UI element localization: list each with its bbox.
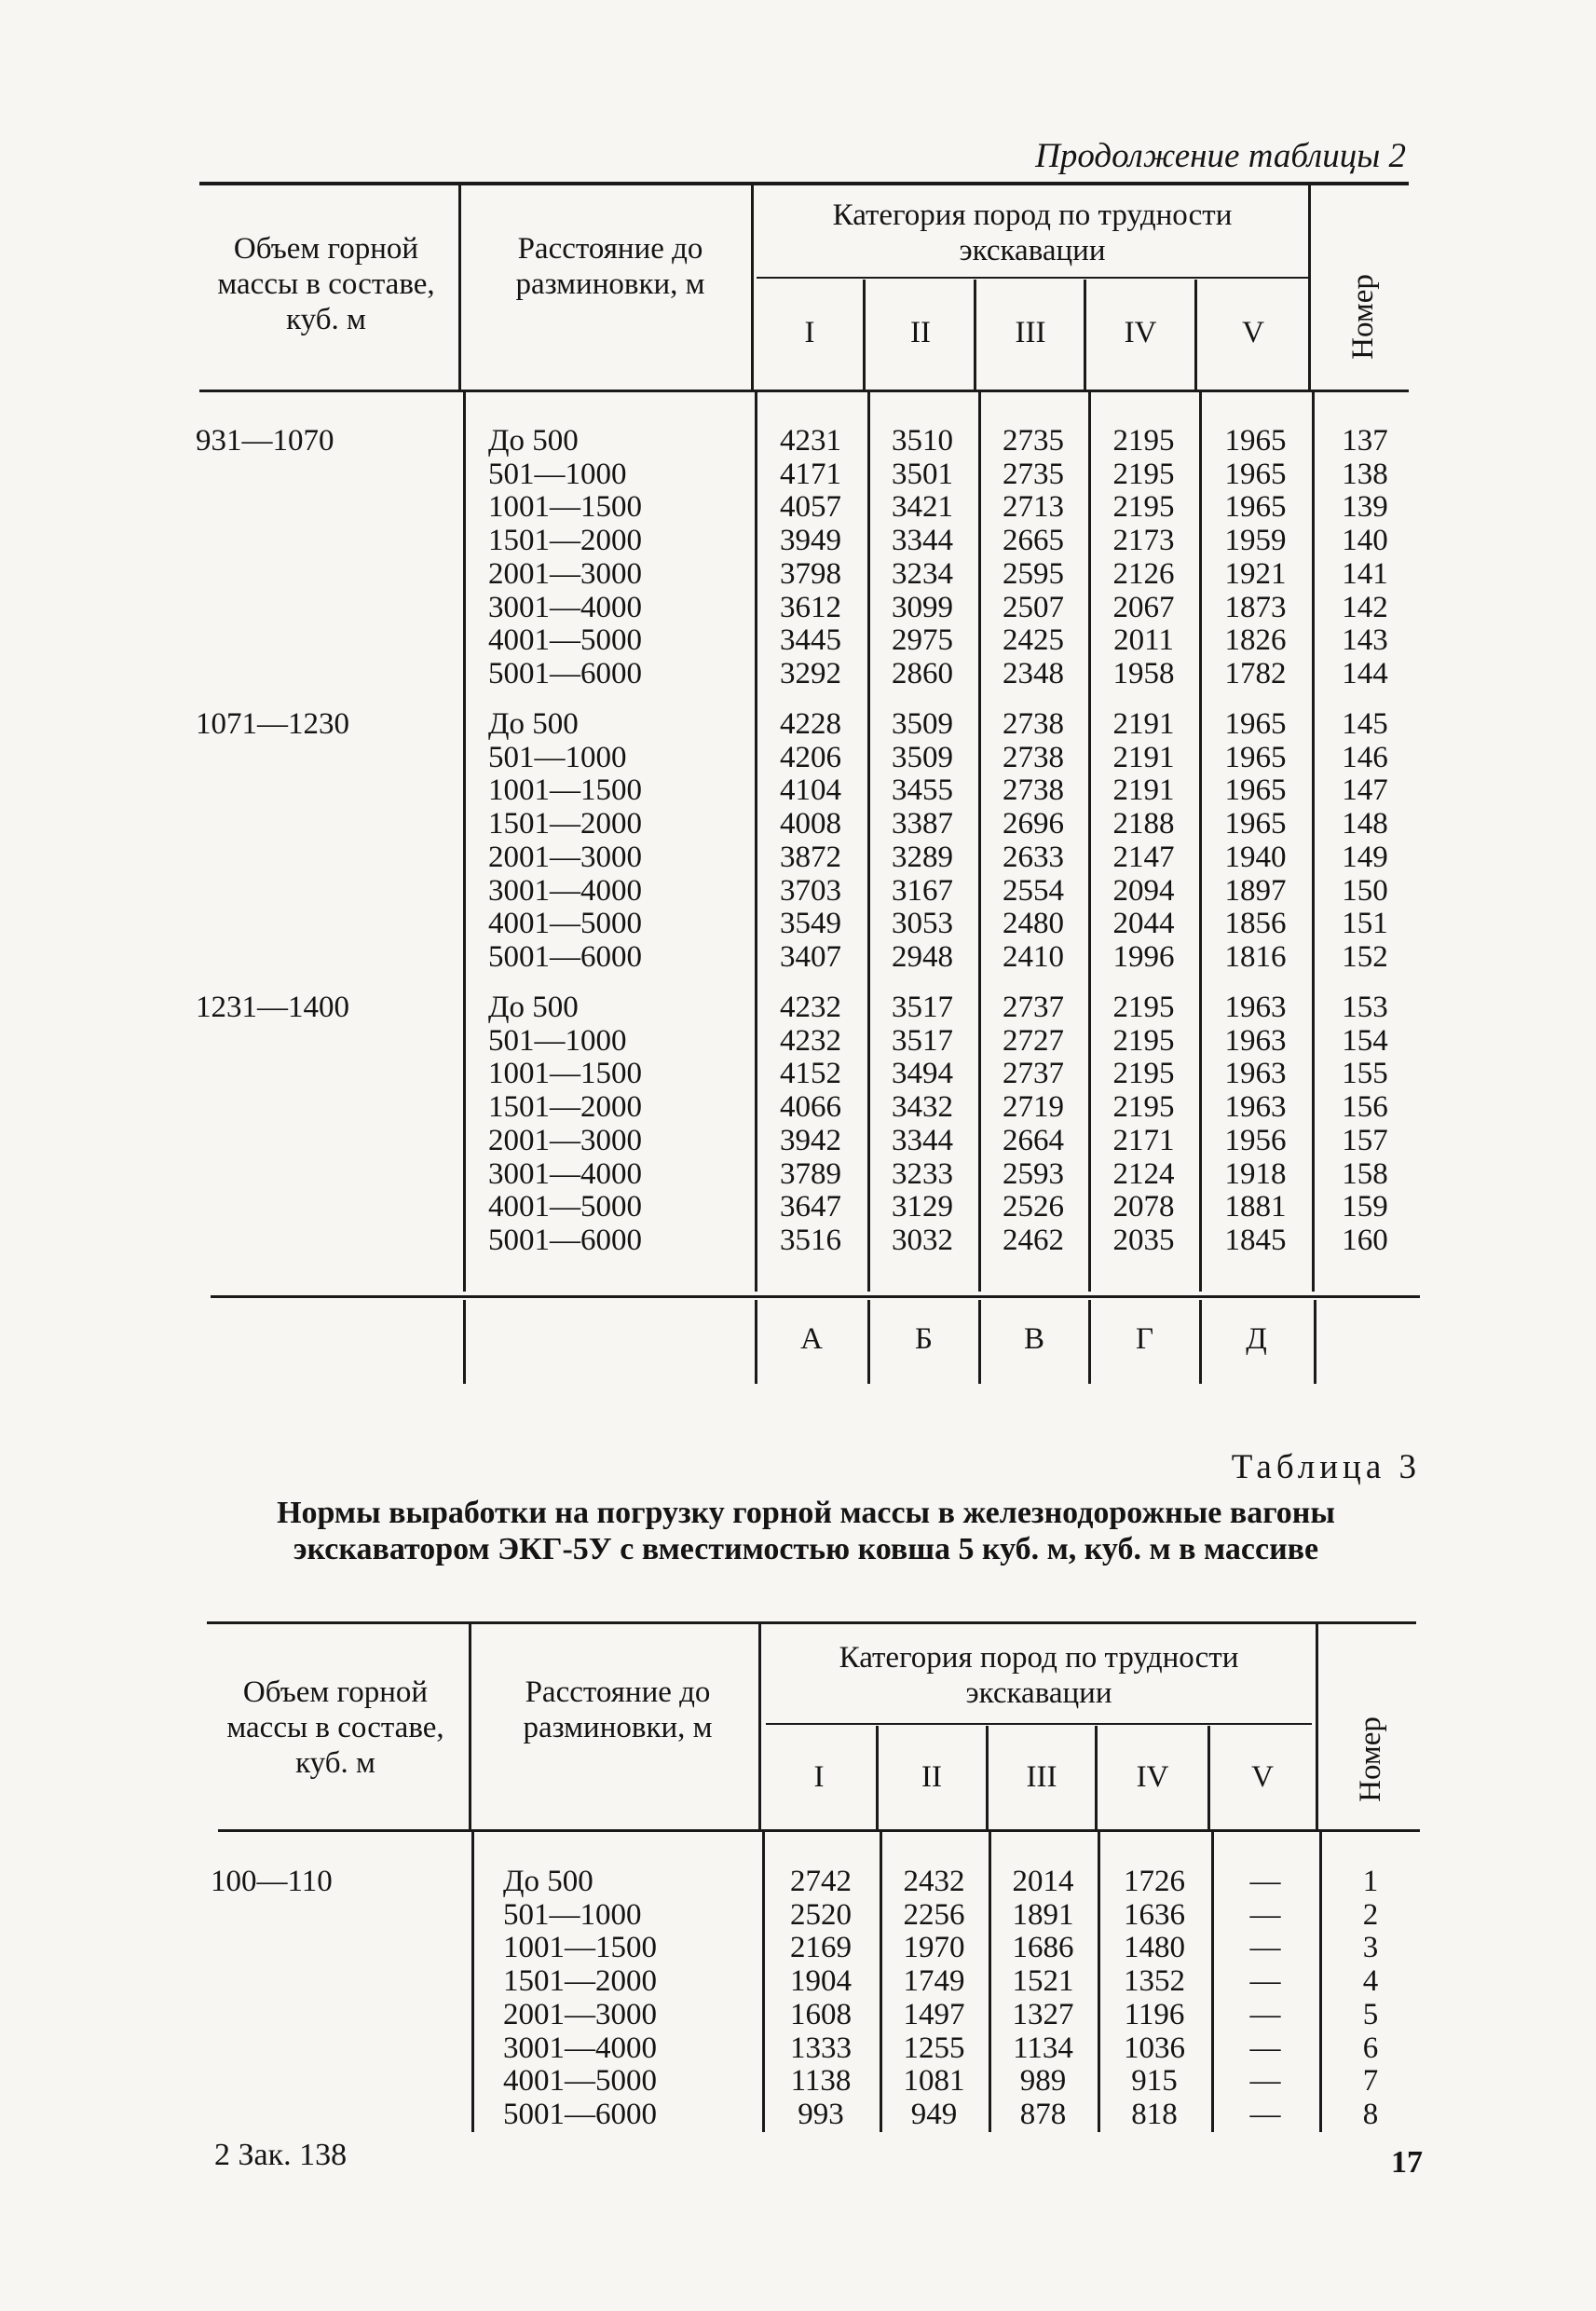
table2-cell-number: 159 [1342,1190,1388,1224]
table2-cell-cat1: 4228 [780,707,841,741]
table2-cell-cat3: 2738 [1003,773,1064,808]
table2-cell-cat1: 3789 [780,1156,841,1191]
table2-cell-cat4: 2191 [1112,740,1175,774]
table3-cell-cat3: 2014 [1012,1865,1074,1898]
table2-cell-number: 155 [1342,1057,1388,1091]
table2-cell-distance: До 500 [488,707,579,741]
table2-cell-cat5: 1965 [1224,807,1287,841]
table2-cell-cat5: 1965 [1224,424,1287,458]
page-number: 17 [1391,2145,1423,2180]
table2-cell-cat1: 4152 [780,1057,841,1091]
table2-cell-distance: До 500 [488,991,579,1024]
table2-cell-number: 147 [1342,773,1388,808]
table2-cell-cat5: 1918 [1224,1156,1287,1191]
table2-vline [463,1300,466,1384]
table3-cell-cat1: 2742 [790,1865,852,1898]
table3-cell-number: 1 [1362,1865,1379,1898]
table2-cell-cat4: 2124 [1112,1156,1175,1191]
table3-cell-cat5: — [1249,1865,1281,1898]
table2-cell-number: 150 [1342,873,1388,908]
table2-cell-cat4: 2078 [1112,1190,1175,1224]
table2-cell-cat2: 3455 [892,773,953,808]
table3-cell-cat1: 1904 [790,1964,852,1999]
table3-cell-cat4: 915 [1131,2064,1178,2099]
table2-cell-cat2: 3129 [892,1190,953,1224]
table3-header-cat-1: I [813,1760,825,1794]
table2-cell-cat4: 2094 [1112,873,1175,908]
table2-cell-cat1: 3872 [780,840,841,874]
table2-vline [1314,1300,1316,1384]
table2-cell-number: 151 [1342,907,1388,941]
table2-cell-distance: 1001—1500 [488,490,642,525]
table2-cell-cat5: 1963 [1224,991,1287,1024]
table2-cell-cat3: 2727 [1003,1023,1064,1058]
table3-cell-cat2: 1497 [903,1997,965,2031]
table2-cell-cat1: 4232 [780,1023,841,1058]
table2-cell-cat2: 3517 [892,1023,953,1058]
table2-cell-cat1: 3647 [780,1190,841,1224]
table2-cell-cat1: 3445 [780,623,841,658]
table3-cell-number: 4 [1362,1964,1379,1999]
table2-cell-distance: 1501—2000 [488,524,642,558]
table2-cell-cat4: 2126 [1112,556,1175,591]
table2-cell-cat4: 2195 [1112,1090,1175,1125]
table3-cell-cat4: 1196 [1124,1997,1185,2031]
table3-cell-cat1: 1608 [790,1997,852,2031]
table3-cell-cat2: 1749 [903,1964,965,1999]
table2-cell-distance: 4001—5000 [488,1190,642,1224]
table2-cell-cat3: 2425 [1003,623,1064,658]
table2-cell-cat1: 4066 [780,1090,841,1125]
table3-cell-cat5: — [1249,1897,1281,1932]
table2-cell-cat2: 2860 [892,656,953,691]
table2-footer-letter: Д [1246,1322,1267,1356]
table2-cell-cat3: 2738 [1003,740,1064,774]
table2-cell-cat5: 1965 [1224,707,1287,741]
table2-cell-cat2: 3501 [892,457,953,491]
table2-cell-cat4: 2171 [1112,1123,1175,1157]
table2-cell-number: 152 [1342,939,1388,974]
table2-header-rule [199,390,1409,392]
table2-cell-distance: 2001—3000 [488,1123,642,1157]
table2-cell-cat3: 2664 [1003,1123,1064,1157]
table2-cell-distance: 5001—6000 [488,656,642,691]
table2-cell-number: 144 [1342,656,1388,691]
table3-header-rule [218,1829,1420,1832]
table3-cell-cat5: — [1249,1964,1281,1999]
table2-cell-cat3: 2737 [1003,1057,1064,1091]
table2-header-cat-4: IV [1124,316,1157,349]
table2-cell-cat1: 4057 [780,490,841,525]
table2-cell-cat3: 2593 [1003,1156,1064,1191]
table2-cell-cat3: 2713 [1003,490,1064,525]
table2-cell-cat2: 3099 [892,590,953,624]
table2-cell-cat5: 1782 [1224,656,1287,691]
table2-cell-cat4: 2195 [1112,457,1175,491]
table2-cell-cat3: 2595 [1003,556,1064,591]
table3-header-cat-5: V [1251,1760,1274,1794]
table3-cell-cat1: 993 [798,2097,844,2131]
table3-cell-distance: 4001—5000 [503,2064,657,2099]
table3-cell-cat2: 1081 [903,2064,965,2099]
table2-cell-cat1: 4008 [780,807,841,841]
table3-cell-cat4: 1636 [1124,1897,1185,1932]
table2-cell-distance: 5001—6000 [488,939,642,974]
table2-header-distance: Расстояние до разминовки, м [515,232,705,301]
table2-cell-number: 146 [1342,740,1388,774]
table2-footer-letter: В [1023,1322,1044,1356]
table2-cell-cat4: 2188 [1112,807,1175,841]
table3-cell-cat3: 1891 [1012,1897,1074,1932]
table2-cell-number: 139 [1342,490,1388,525]
table3-cell-cat1: 1138 [790,2064,852,2099]
table2-cell-cat2: 3517 [892,991,953,1024]
table2-cell-cat3: 2719 [1003,1090,1064,1125]
table3-top-rule [207,1621,1416,1624]
table2-cell-cat4: 2195 [1112,1023,1175,1058]
table3-cell-cat1: 1333 [790,2031,852,2065]
table2-cell-cat2: 3289 [892,840,953,874]
table2-cell-cat5: 1956 [1224,1123,1287,1157]
table2-cell-cat3: 2348 [1003,656,1064,691]
table2-cell-cat3: 2696 [1003,807,1064,841]
table2-vline [1194,280,1197,390]
table2-cell-cat5: 1963 [1224,1023,1287,1058]
table3-cell-cat3: 1521 [1012,1964,1074,1999]
table2-cell-cat1: 4232 [780,991,841,1024]
table2-cell-number: 158 [1342,1156,1388,1191]
table2-cell-cat4: 2195 [1112,1057,1175,1091]
table2-cell-cat1: 3949 [780,524,841,558]
table2-cell-cat4: 2044 [1112,907,1175,941]
table2-cell-cat1: 3407 [780,939,841,974]
table2-cell-distance: 1001—1500 [488,1057,642,1091]
table3-cell-cat1: 2169 [790,1931,852,1965]
table2-cell-distance: 3001—4000 [488,1156,642,1191]
table2-cell-number: 149 [1342,840,1388,874]
table2-cell-cat2: 2975 [892,623,953,658]
table2-top-rule [199,182,1409,185]
table3-cell-distance: 2001—3000 [503,1997,657,2031]
table3-cell-cat5: — [1249,1931,1281,1965]
table2-cell-cat4: 2035 [1112,1223,1175,1257]
table3-cell-number: 5 [1362,1997,1379,2031]
table2-vline [1308,185,1311,390]
table2-cell-cat5: 1897 [1224,873,1287,908]
table2-cell-cat5: 1963 [1224,1057,1287,1091]
table3-volume: 100—110 [211,1865,333,1898]
table2-cell-cat3: 2633 [1003,840,1064,874]
continuation-caption: Продолжение таблицы 2 [1035,137,1406,175]
table2-cell-cat3: 2738 [1003,707,1064,741]
table3-vline [471,1832,474,2132]
table2-cell-cat2: 3432 [892,1090,953,1125]
table2-cell-cat2: 3510 [892,424,953,458]
table3-category-rule [766,1723,1312,1725]
table2-vline [463,392,466,1292]
table2-cell-distance: 4001—5000 [488,907,642,941]
table3-cell-distance: 501—1000 [503,1897,642,1932]
table2-cell-number: 153 [1342,991,1388,1024]
table2-cell-cat2: 3167 [892,873,953,908]
table2-cell-cat3: 2410 [1003,939,1064,974]
table2-volume: 1231—1400 [196,991,349,1024]
table2-cell-cat5: 1921 [1224,556,1287,591]
table2-cell-cat1: 3292 [780,656,841,691]
table2-cell-cat2: 2948 [892,939,953,974]
table2-cell-cat4: 2067 [1112,590,1175,624]
table2-cell-number: 142 [1342,590,1388,624]
table2-cell-cat5: 1965 [1224,773,1287,808]
table2-cell-cat3: 2554 [1003,873,1064,908]
table2-cell-cat4: 2147 [1112,840,1175,874]
table3-cell-number: 2 [1362,1897,1379,1932]
table2-cell-number: 157 [1342,1123,1388,1157]
table2-cell-cat3: 2526 [1003,1190,1064,1224]
table2-cell-cat1: 3612 [780,590,841,624]
table2-cell-cat3: 2737 [1003,991,1064,1024]
table2-cell-number: 160 [1342,1223,1388,1257]
table2-cell-cat5: 1873 [1224,590,1287,624]
table2-cell-cat2: 3234 [892,556,953,591]
table2-cell-distance: 501—1000 [488,740,627,774]
table3-header-cat-4: IV [1136,1760,1169,1794]
table2-cell-cat4: 2173 [1112,524,1175,558]
table2-cell-cat1: 4104 [780,773,841,808]
table3-cell-distance: 1501—2000 [503,1964,657,1999]
table2-cell-cat1: 4171 [780,457,841,491]
table3-cell-cat2: 949 [910,2097,958,2131]
table2-cell-number: 145 [1342,707,1388,741]
table2-vline [863,280,866,390]
table2-bottom-rule [211,1295,1420,1298]
table3-cell-number: 7 [1362,2064,1379,2099]
table2-cell-distance: 1001—1500 [488,773,642,808]
table2-header-cat-5: V [1242,316,1264,349]
table3-cell-cat3: 1686 [1012,1931,1074,1965]
table2-header-number: Номер [1346,274,1380,360]
table3-cell-cat3: 989 [1019,2064,1067,2099]
footer-order-number: 2 Зак. 138 [214,2138,348,2172]
table3-cell-cat4: 1480 [1124,1931,1185,1965]
table3-header-volume: Объем горной массы в составе, куб. м [226,1675,444,1780]
table2-cell-distance: 1501—2000 [488,1090,642,1125]
table2-cell-distance: 3001—4000 [488,590,642,624]
table2-cell-cat1: 3703 [780,873,841,908]
table2-cell-number: 141 [1342,556,1388,591]
table2-volume: 931—1070 [196,424,334,458]
table2-cell-cat5: 1963 [1224,1090,1287,1125]
table3-cell-cat5: — [1249,1997,1281,2031]
table2-cell-number: 137 [1342,424,1388,458]
table3-cell-cat4: 1726 [1124,1865,1185,1898]
table2-cell-number: 148 [1342,807,1388,841]
table2-footer-letter: Б [915,1322,933,1356]
table2-footer-letter: Г [1135,1322,1154,1356]
table2-cell-cat4: 1996 [1112,939,1175,974]
table2-cell-cat4: 2191 [1112,773,1175,808]
table2-cell-cat5: 1856 [1224,907,1287,941]
table3-vline [469,1624,471,1829]
table2-cell-cat5: 1965 [1224,740,1287,774]
table2-cell-distance: 4001—5000 [488,623,642,658]
table3-cell-cat4: 818 [1131,2097,1178,2131]
table3-vline [758,1624,761,1829]
table2-cell-cat3: 2480 [1003,907,1064,941]
table2-cell-distance: 2001—3000 [488,840,642,874]
table2-cell-cat2: 3509 [892,707,953,741]
table3-cell-number: 6 [1362,2031,1379,2065]
table2-cell-cat2: 3509 [892,740,953,774]
table3-cell-cat5: — [1249,2064,1281,2099]
table2-cell-cat5: 1845 [1224,1223,1287,1257]
table2-header-volume: Объем горной массы в составе, куб. м [217,232,435,336]
table2-cell-cat2: 3032 [892,1223,953,1257]
table3-header-distance: Расстояние до разминовки, м [523,1675,713,1744]
table2-cell-distance: До 500 [488,424,579,458]
table2-cell-cat3: 2507 [1003,590,1064,624]
table2-cell-distance: 2001—3000 [488,556,642,591]
table2-cell-cat2: 3053 [892,907,953,941]
table2-cell-cat4: 2195 [1112,424,1175,458]
table3-cell-cat5: — [1249,2097,1281,2131]
table2-cell-distance: 1501—2000 [488,807,642,841]
table2-cell-number: 138 [1342,457,1388,491]
table2-cell-cat1: 3942 [780,1123,841,1157]
table2-cell-cat3: 2665 [1003,524,1064,558]
table2-cell-cat5: 1965 [1224,457,1287,491]
table3-title: Нормы выработки на погрузку горной массы в железнодорожные вагоны экскаватором ЭКГ-5У с вместимостью ковша 5 куб. м, куб. м в массиве [277,1496,1335,1566]
table2-cell-cat5: 1959 [1224,524,1287,558]
table3-cell-number: 3 [1362,1931,1379,1965]
table3-cell-cat3: 878 [1019,2097,1067,2131]
table2-cell-cat5: 1816 [1224,939,1287,974]
table2-cell-cat4: 2195 [1112,991,1175,1024]
table2-cell-number: 154 [1342,1023,1388,1058]
table2-cell-cat4: 2195 [1112,490,1175,525]
table3-header-cat-3: III [1026,1760,1057,1794]
table2-cell-cat2: 3387 [892,807,953,841]
table2-cell-cat1: 3516 [780,1223,841,1257]
table2-vline [458,185,461,390]
table2-cell-number: 140 [1342,524,1388,558]
table2-cell-cat5: 1965 [1224,490,1287,525]
table3-header-category: Категория пород по трудности экскавации [839,1641,1239,1710]
table2-cell-number: 156 [1342,1090,1388,1125]
table2-cell-cat5: 1881 [1224,1190,1287,1224]
table3-cell-cat2: 2256 [903,1897,965,1932]
table2-cell-cat5: 1940 [1224,840,1287,874]
table2-cell-cat1: 3549 [780,907,841,941]
table2-header-cat-1: I [804,316,815,349]
table2-cell-cat1: 4231 [780,424,841,458]
table2-cell-cat2: 3494 [892,1057,953,1091]
table3-cell-distance: До 500 [503,1865,593,1898]
table2-cell-cat3: 2735 [1003,457,1064,491]
table2-cell-cat2: 3233 [892,1156,953,1191]
table2-category-rule [757,277,1308,279]
table2-volume: 1071—1230 [196,707,349,741]
table3-cell-cat4: 1036 [1124,2031,1185,2065]
table2-footer-letter: А [800,1322,823,1356]
table3-cell-cat3: 1134 [1013,2031,1073,2065]
table2-cell-cat4: 2191 [1112,707,1175,741]
table3-cell-number: 8 [1362,2097,1379,2131]
table2-cell-cat3: 2735 [1003,424,1064,458]
table3-cell-cat3: 1327 [1012,1997,1074,2031]
table2-vline [751,185,754,390]
table3-cell-distance: 5001—6000 [503,2097,657,2131]
table2-cell-distance: 501—1000 [488,457,627,491]
table3-cell-cat2: 2432 [903,1865,965,1898]
table2-header-cat-2: II [910,316,931,349]
table2-cell-cat2: 3344 [892,524,953,558]
table3-cell-distance: 3001—4000 [503,2031,657,2065]
table3-cell-cat2: 1255 [903,2031,965,2065]
table2-cell-cat1: 4206 [780,740,841,774]
table3-cell-distance: 1001—1500 [503,1931,657,1965]
table2-header-category: Категория пород по трудности экскавации [832,198,1233,267]
table2-cell-cat4: 1958 [1112,656,1175,691]
table2-cell-distance: 501—1000 [488,1023,627,1058]
table2-cell-cat2: 3421 [892,490,953,525]
table3-header-cat-2: II [921,1760,942,1794]
table2-cell-cat1: 3798 [780,556,841,591]
table2-cell-cat2: 3344 [892,1123,953,1157]
table3-cell-cat4: 1352 [1124,1964,1185,1999]
table3-cell-cat2: 1970 [903,1931,965,1965]
table3-label: Таблица 3 [1231,1448,1421,1486]
table2-cell-cat3: 2462 [1003,1223,1064,1257]
table3-cell-cat5: — [1249,2031,1281,2065]
table3-cell-cat1: 2520 [790,1897,852,1932]
table2-cell-number: 143 [1342,623,1388,658]
table3-header-number: Номер [1354,1716,1387,1802]
table2-cell-cat4: 2011 [1113,623,1174,658]
table2-cell-cat5: 1826 [1224,623,1287,658]
table2-cell-distance: 3001—4000 [488,873,642,908]
table3-vline [1316,1624,1318,1829]
table2-header-cat-3: III [1015,316,1046,349]
table2-cell-distance: 5001—6000 [488,1223,642,1257]
